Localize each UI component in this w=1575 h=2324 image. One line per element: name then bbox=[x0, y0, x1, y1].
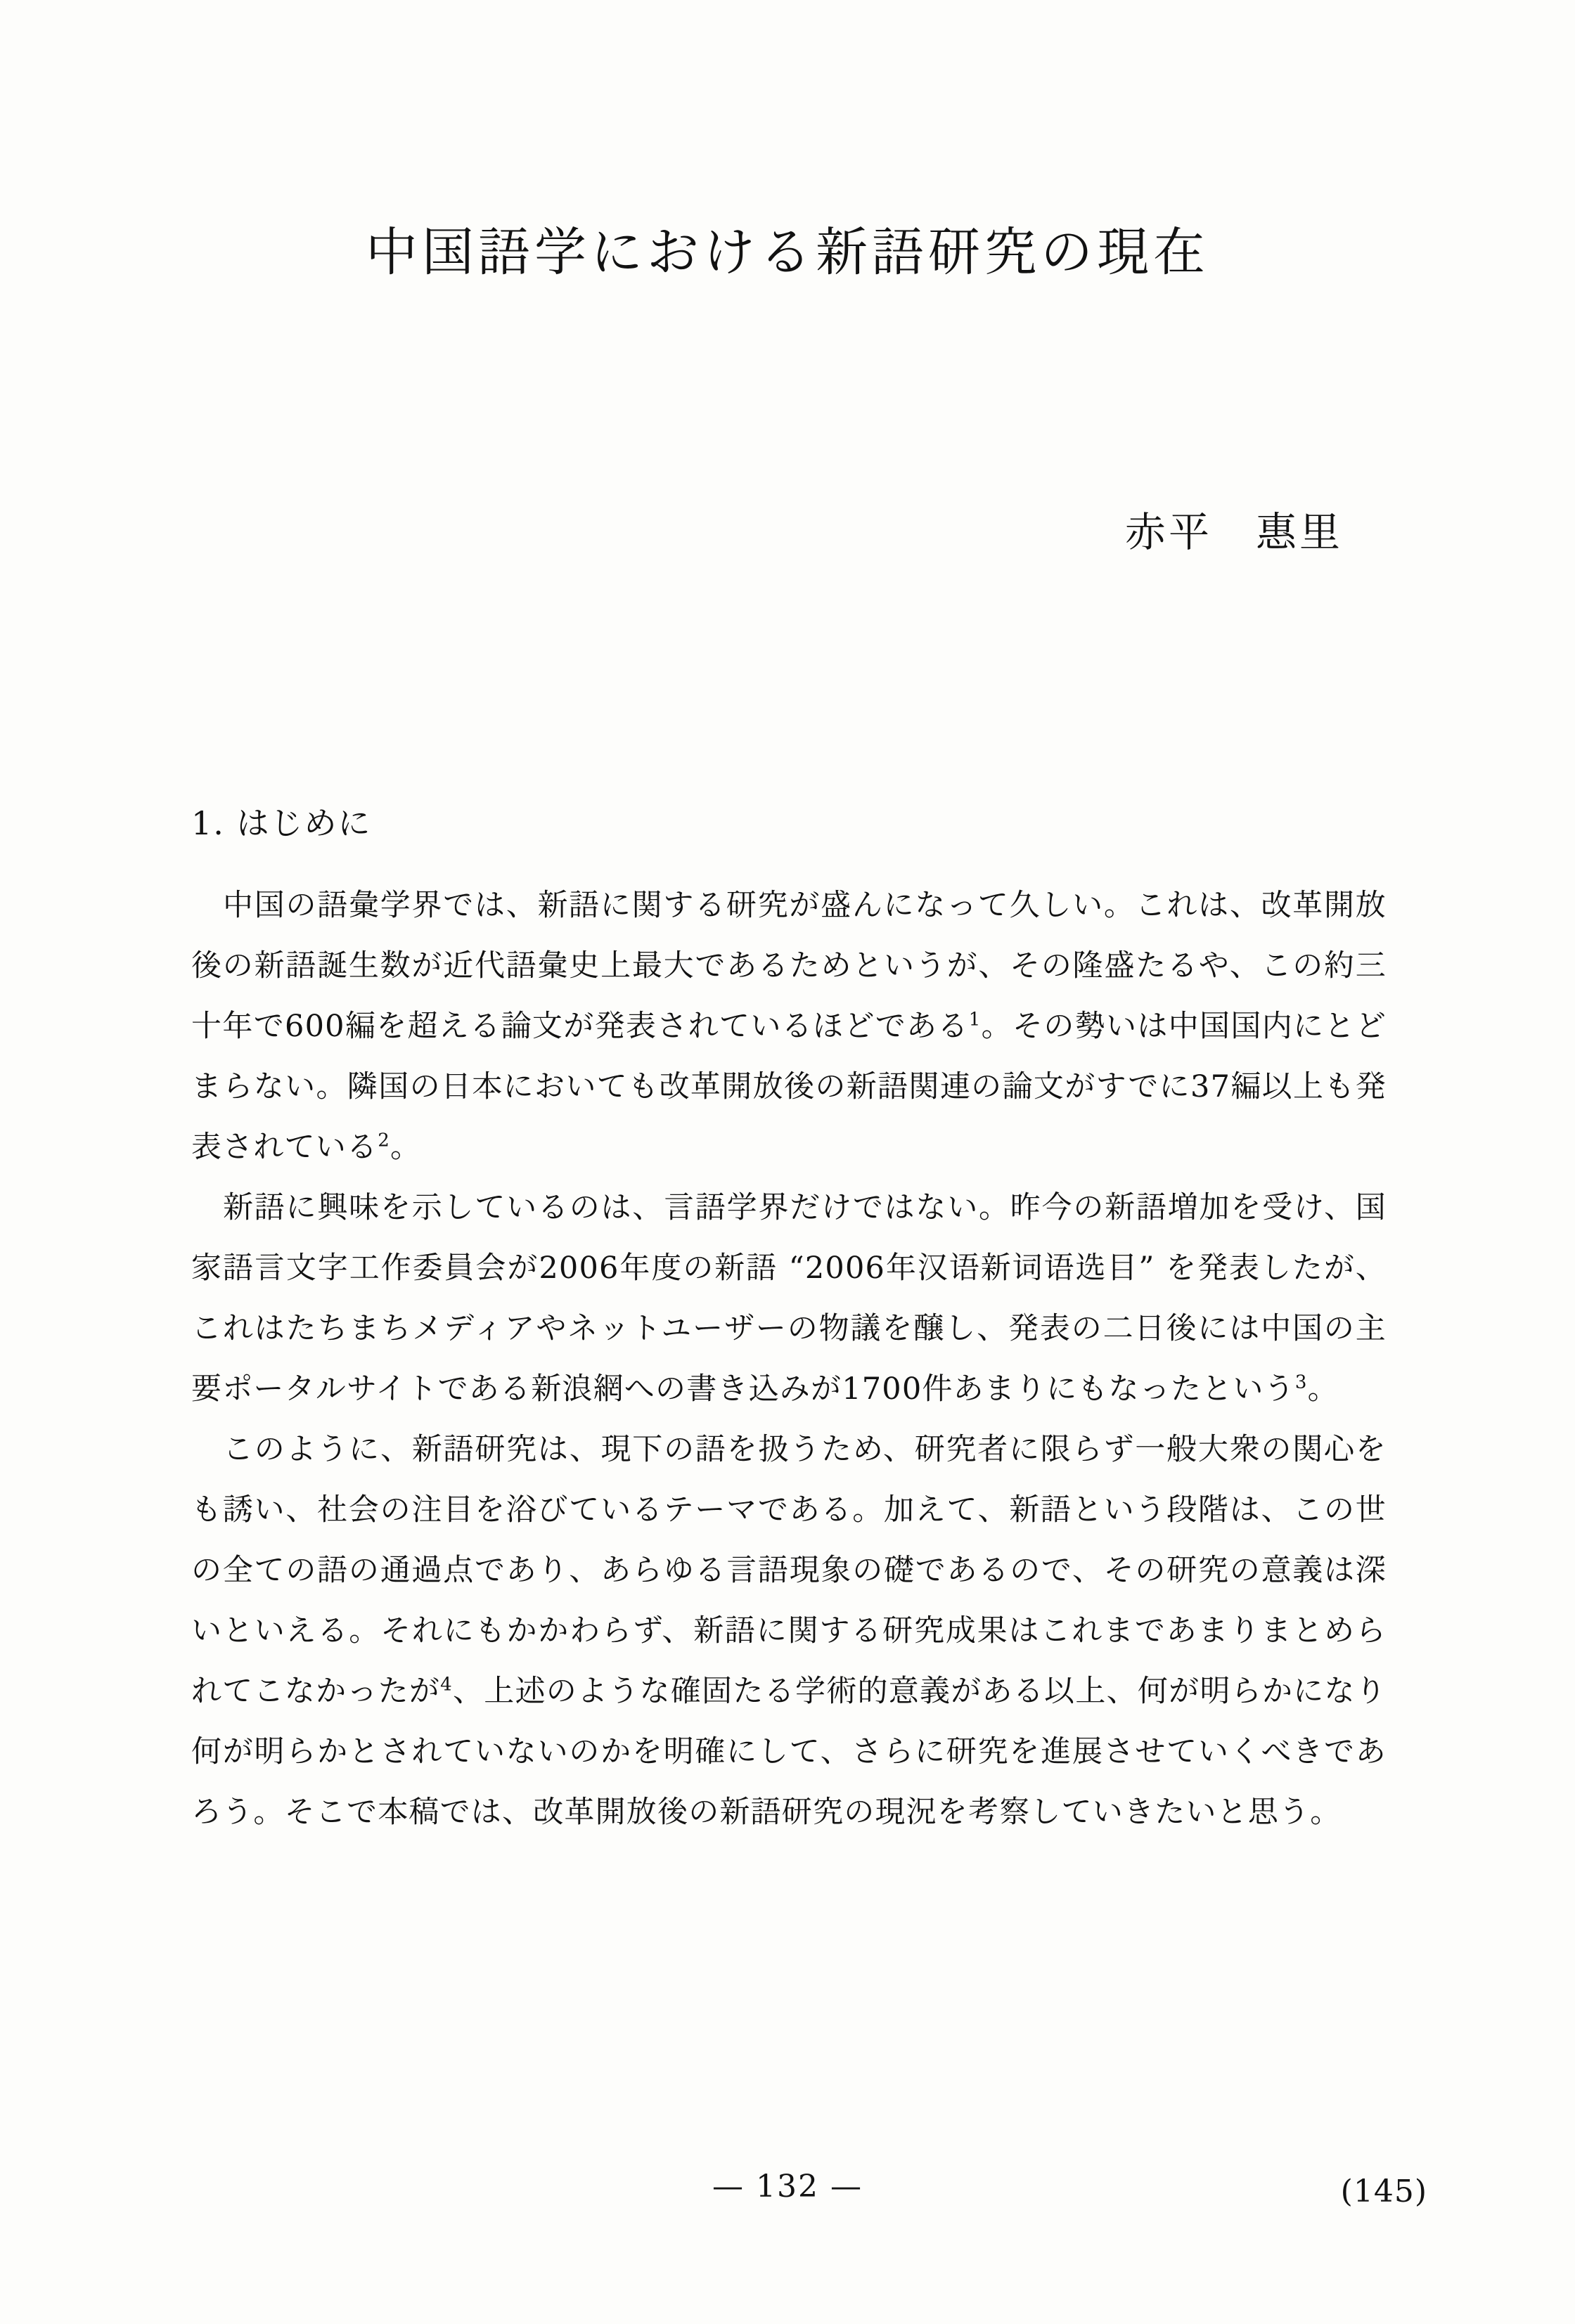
page-number: — 132 — bbox=[712, 2169, 863, 2204]
paragraph-3 bbox=[191, 1419, 1387, 1842]
author-name: 赤平 惠里 bbox=[1124, 508, 1343, 556]
footnote-marker-3: 3 bbox=[1294, 1371, 1308, 1393]
author-byline bbox=[1125, 499, 1343, 558]
footnote-marker-1: 1 bbox=[968, 1009, 982, 1031]
section-heading: 1. はじめに bbox=[191, 804, 372, 842]
paragraph-1-text: 中国の語彙学界では、新語に関する研究が盛んになって久しい。これは、改革開放後の新語誕生数が近代語彙史上最大であるためというが、その隆盛たるや、この約三十年で600編を超える論文が発表されているほどである bbox=[191, 888, 1387, 1044]
paragraph-2 bbox=[191, 1177, 1387, 1419]
paragraph-1-tail: 。その勢いは中国国内にとどまらない。隣国の日本においても改革開放後の新語関連の論文がすでに37編以上も発表されている bbox=[191, 1009, 1387, 1165]
footnote-marker-4: 4 bbox=[440, 1674, 453, 1696]
paragraph-1 bbox=[191, 875, 1387, 1177]
folio-number: (145) bbox=[1340, 2174, 1427, 2209]
paragraph-1-end: 。 bbox=[390, 1130, 422, 1165]
body-text bbox=[191, 875, 1387, 1842]
paragraph-3-text: このように、新語研究は、現下の語を扱うため、研究者に限らず一般大衆の関心をも誘い、社会の注目を浴びているテーマである。加えて、新語という段階は、この世の全ての語の通過点であり、あらゆる言語現象の礎であるので、その研究の意義は深いといえる。それにもかかわらず、新語に関する研究成果はこれまであまりまとめられてこなかったが bbox=[191, 1432, 1387, 1709]
paragraph-2-end: 。 bbox=[1307, 1371, 1339, 1407]
page-title: 中国語学における新語研究の現在 bbox=[366, 222, 1209, 283]
footnote-marker-2: 2 bbox=[378, 1130, 390, 1151]
paragraph-2-text: 新語に興味を示しているのは、言語学界だけではない。昨今の新語増加を受け、国家語言文字工作委員会が2006年度の新語 “2006年汉语新词语选目” を発表したが、これはたちまちメディアやネットユーザーの物議を醸し、発表の二日後には中国の主要ポータルサイトである新浪網への書き込みが1700件あまりにもなったという bbox=[191, 1190, 1387, 1407]
paragraph-3-tail: 、上述のような確固たる学術的意義がある以上、何が明らかになり何が明らかとされていないのかを明確にして、さらに研究を進展させていくべきであろう。そこで本稿では、改革開放後の新語研究の現況を考察していきたいと思う。 bbox=[191, 1674, 1387, 1830]
